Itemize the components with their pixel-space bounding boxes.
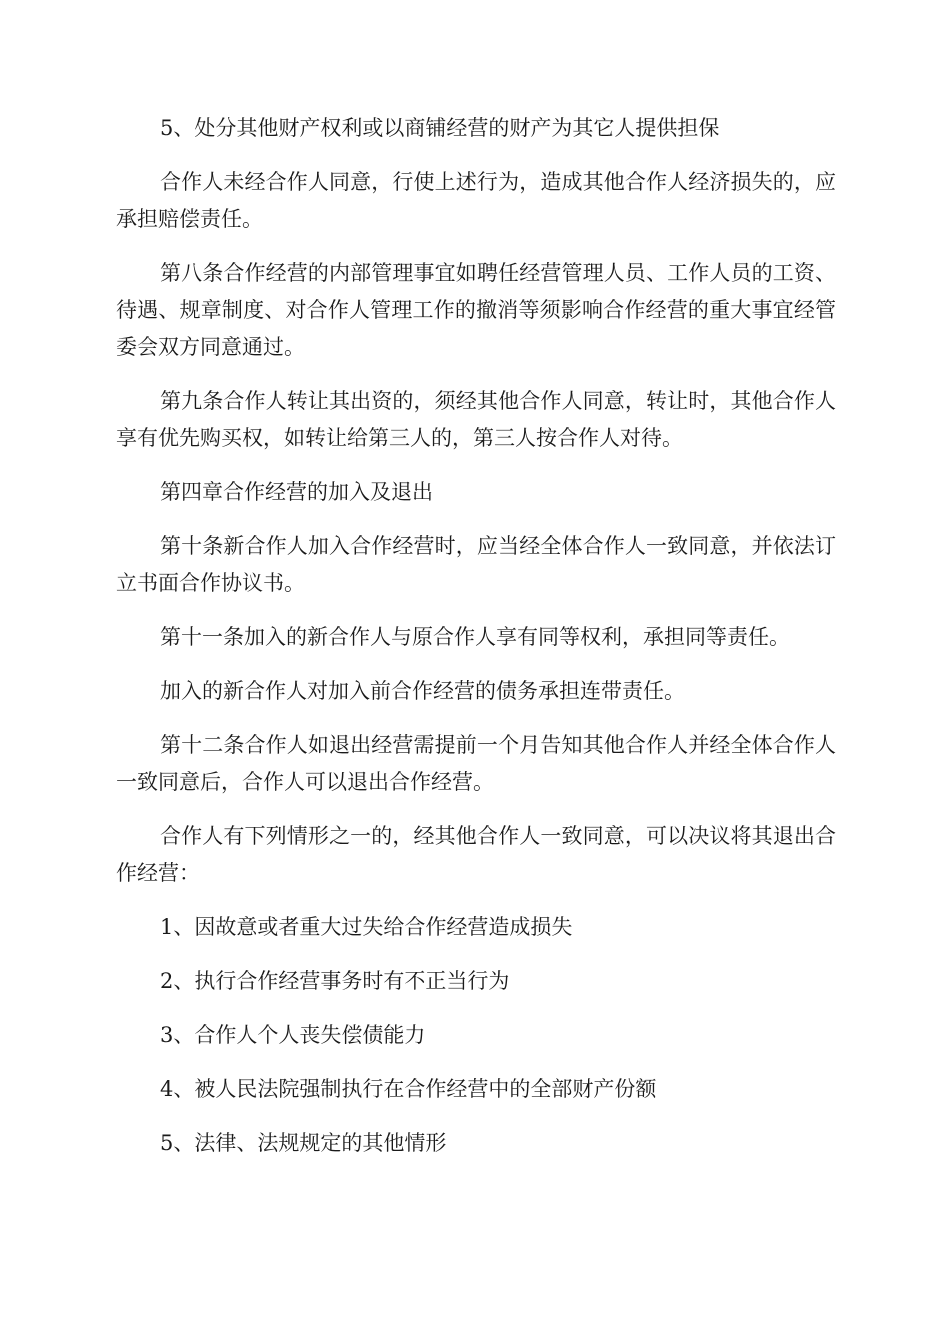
paragraph: 第十一条加入的新合作人与原合作人享有同等权利，承担同等责任。: [160, 625, 790, 649]
paragraph: 5、处分其他财产权利或以商铺经营的财产为其它人提供担保: [160, 116, 720, 140]
list-item: 1、因故意或者重大过失给合作经营造成损失: [160, 915, 573, 939]
list-item: 4、被人民法院强制执行在合作经营中的全部财产份额: [160, 1077, 657, 1101]
paragraph: 合作人未经合作人同意，行使上述行为，造成其他合作人经济损失的，应承担赔偿责任。: [116, 170, 836, 231]
list-item: 5、法律、法规规定的其他情形: [160, 1131, 447, 1155]
paragraph: 第九条合作人转让其出资的，须经其他合作人同意，转让时，其他合作人享有优先购买权，如转让给第三人的，第三人按合作人对待。: [116, 389, 836, 450]
list-item: 2、执行合作经营事务时有不正当行为: [160, 969, 510, 993]
paragraph: 第八条合作经营的内部管理事宜如聘任经营管理人员、工作人员的工资、待遇、规章制度、对合作人管理工作的撤消等须影响合作经营的重大事宜经管委会双方同意通过。: [116, 261, 836, 359]
paragraph: 第十二条合作人如退出经营需提前一个月告知其他合作人并经全体合作人一致同意后，合作人可以退出合作经营。: [116, 733, 836, 794]
paragraph: 第十条新合作人加入合作经营时，应当经全体合作人一致同意，并依法订立书面合作协议书。: [116, 534, 836, 595]
list-item: 3、合作人个人丧失偿债能力: [160, 1023, 426, 1047]
chapter-heading: 第四章合作经营的加入及退出: [160, 480, 433, 504]
paragraph: 加入的新合作人对加入前合作经营的债务承担连带责任。: [160, 679, 685, 703]
paragraph: 合作人有下列情形之一的，经其他合作人一致同意，可以决议将其退出合作经营：: [116, 824, 836, 885]
document-body: [116, 110, 836, 1179]
